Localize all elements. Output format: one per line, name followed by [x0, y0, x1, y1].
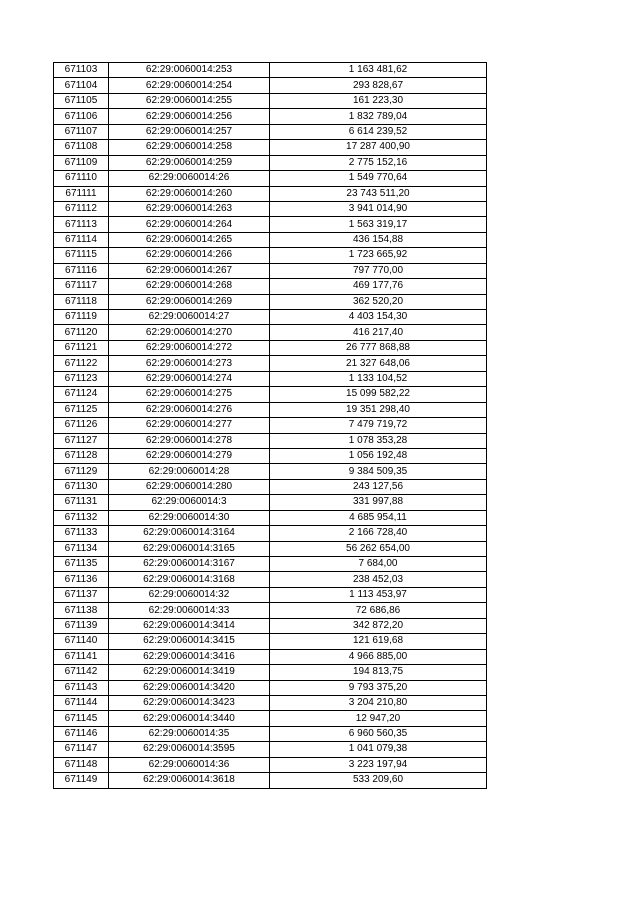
- row-number-cell: 671117: [54, 279, 109, 294]
- table-row: [54, 310, 487, 325]
- row-number-cell: 671144: [54, 695, 109, 710]
- cadastral-number-cell: 62:29:0060014:33: [109, 603, 270, 618]
- cadastral-number-cell: 62:29:0060014:3168: [109, 572, 270, 587]
- value-cell: 21 327 648,06: [270, 356, 487, 371]
- value-cell: 1 133 104,52: [270, 371, 487, 386]
- value-cell: 3 941 014,90: [270, 201, 487, 216]
- row-number-cell: 671146: [54, 726, 109, 741]
- row-number-cell: 671143: [54, 680, 109, 695]
- table-row: [54, 557, 487, 572]
- cadastral-number-cell: 62:29:0060014:263: [109, 201, 270, 216]
- value-cell: 469 177,76: [270, 279, 487, 294]
- table-row: [54, 587, 487, 602]
- row-number-cell: 671129: [54, 464, 109, 479]
- row-number-cell: 671139: [54, 618, 109, 633]
- value-cell: 1 832 789,04: [270, 109, 487, 124]
- cadastral-number-cell: 62:29:0060014:3423: [109, 695, 270, 710]
- table-row: [54, 140, 487, 155]
- value-cell: 1 056 192,48: [270, 448, 487, 463]
- row-number-cell: 671122: [54, 356, 109, 371]
- cadastral-value-table: [53, 62, 487, 789]
- row-number-cell: 671104: [54, 78, 109, 93]
- table-row: [54, 726, 487, 741]
- value-cell: 7 479 719,72: [270, 418, 487, 433]
- table-body: [54, 63, 487, 789]
- value-cell: 1 041 079,38: [270, 742, 487, 757]
- cadastral-number-cell: 62:29:0060014:270: [109, 325, 270, 340]
- row-number-cell: 671118: [54, 294, 109, 309]
- row-number-cell: 671109: [54, 155, 109, 170]
- cadastral-number-cell: 62:29:0060014:3165: [109, 541, 270, 556]
- table-row: [54, 757, 487, 772]
- value-cell: 243 127,56: [270, 479, 487, 494]
- table-row: [54, 124, 487, 139]
- table-row: [54, 526, 487, 541]
- row-number-cell: 671116: [54, 263, 109, 278]
- table-row: [54, 63, 487, 78]
- table-row: [54, 340, 487, 355]
- cadastral-number-cell: 62:29:0060014:277: [109, 418, 270, 433]
- cadastral-number-cell: 62:29:0060014:36: [109, 757, 270, 772]
- value-cell: 4 403 154,30: [270, 310, 487, 325]
- cadastral-number-cell: 62:29:0060014:3618: [109, 773, 270, 788]
- table-row: [54, 665, 487, 680]
- cadastral-number-cell: 62:29:0060014:266: [109, 248, 270, 263]
- row-number-cell: 671107: [54, 124, 109, 139]
- table-row: [54, 618, 487, 633]
- cadastral-number-cell: 62:29:0060014:280: [109, 479, 270, 494]
- table-row: [54, 541, 487, 556]
- cadastral-number-cell: 62:29:0060014:27: [109, 310, 270, 325]
- value-cell: 1 563 319,17: [270, 217, 487, 232]
- table-row: [54, 186, 487, 201]
- table-row: [54, 294, 487, 309]
- table-row: [54, 371, 487, 386]
- value-cell: 362 520,20: [270, 294, 487, 309]
- table-row: [54, 93, 487, 108]
- cadastral-number-cell: 62:29:0060014:278: [109, 433, 270, 448]
- row-number-cell: 671105: [54, 93, 109, 108]
- row-number-cell: 671131: [54, 495, 109, 510]
- cadastral-number-cell: 62:29:0060014:3595: [109, 742, 270, 757]
- cadastral-number-cell: 62:29:0060014:30: [109, 510, 270, 525]
- value-cell: 533 209,60: [270, 773, 487, 788]
- cadastral-number-cell: 62:29:0060014:257: [109, 124, 270, 139]
- cadastral-number-cell: 62:29:0060014:269: [109, 294, 270, 309]
- row-number-cell: 671141: [54, 649, 109, 664]
- value-cell: 7 684,00: [270, 557, 487, 572]
- cadastral-number-cell: 62:29:0060014:274: [109, 371, 270, 386]
- table-row: [54, 201, 487, 216]
- value-cell: 15 099 582,22: [270, 387, 487, 402]
- row-number-cell: 671134: [54, 541, 109, 556]
- cadastral-number-cell: 62:29:0060014:26: [109, 171, 270, 186]
- value-cell: 194 813,75: [270, 665, 487, 680]
- row-number-cell: 671112: [54, 201, 109, 216]
- value-cell: 342 872,20: [270, 618, 487, 633]
- value-cell: 19 351 298,40: [270, 402, 487, 417]
- table-row: [54, 433, 487, 448]
- cadastral-number-cell: 62:29:0060014:264: [109, 217, 270, 232]
- row-number-cell: 671124: [54, 387, 109, 402]
- row-number-cell: 671135: [54, 557, 109, 572]
- value-cell: 1 163 481,62: [270, 63, 487, 78]
- value-cell: 4 966 885,00: [270, 649, 487, 664]
- cadastral-number-cell: 62:29:0060014:258: [109, 140, 270, 155]
- cadastral-number-cell: 62:29:0060014:3: [109, 495, 270, 510]
- value-cell: 1 078 353,28: [270, 433, 487, 448]
- row-number-cell: 671132: [54, 510, 109, 525]
- cadastral-number-cell: 62:29:0060014:3419: [109, 665, 270, 680]
- table-row: [54, 109, 487, 124]
- cadastral-number-cell: 62:29:0060014:265: [109, 232, 270, 247]
- table-row: [54, 263, 487, 278]
- table-row: [54, 279, 487, 294]
- table-row: [54, 448, 487, 463]
- cadastral-number-cell: 62:29:0060014:273: [109, 356, 270, 371]
- table-row: [54, 217, 487, 232]
- table-row: [54, 464, 487, 479]
- row-number-cell: 671137: [54, 587, 109, 602]
- table-row: [54, 711, 487, 726]
- value-cell: 56 262 654,00: [270, 541, 487, 556]
- row-number-cell: 671123: [54, 371, 109, 386]
- table-row: [54, 634, 487, 649]
- value-cell: 331 997,88: [270, 495, 487, 510]
- value-cell: 3 223 197,94: [270, 757, 487, 772]
- row-number-cell: 671142: [54, 665, 109, 680]
- value-cell: 1 549 770,64: [270, 171, 487, 186]
- row-number-cell: 671125: [54, 402, 109, 417]
- cadastral-number-cell: 62:29:0060014:3414: [109, 618, 270, 633]
- row-number-cell: 671145: [54, 711, 109, 726]
- row-number-cell: 671119: [54, 310, 109, 325]
- cadastral-number-cell: 62:29:0060014:3415: [109, 634, 270, 649]
- value-cell: 121 619,68: [270, 634, 487, 649]
- table-row: [54, 479, 487, 494]
- table-row: [54, 248, 487, 263]
- table-row: [54, 78, 487, 93]
- cadastral-number-cell: 62:29:0060014:276: [109, 402, 270, 417]
- cadastral-number-cell: 62:29:0060014:255: [109, 93, 270, 108]
- table-row: [54, 510, 487, 525]
- value-cell: 9 384 509,35: [270, 464, 487, 479]
- row-number-cell: 671114: [54, 232, 109, 247]
- cadastral-number-cell: 62:29:0060014:259: [109, 155, 270, 170]
- row-number-cell: 671126: [54, 418, 109, 433]
- row-number-cell: 671136: [54, 572, 109, 587]
- table-row: [54, 680, 487, 695]
- row-number-cell: 671108: [54, 140, 109, 155]
- row-number-cell: 671120: [54, 325, 109, 340]
- cadastral-number-cell: 62:29:0060014:32: [109, 587, 270, 602]
- cadastral-number-cell: 62:29:0060014:3164: [109, 526, 270, 541]
- table-row: [54, 325, 487, 340]
- cadastral-number-cell: 62:29:0060014:260: [109, 186, 270, 201]
- value-cell: 3 204 210,80: [270, 695, 487, 710]
- value-cell: 6 614 239,52: [270, 124, 487, 139]
- value-cell: 1 723 665,92: [270, 248, 487, 263]
- table-row: [54, 742, 487, 757]
- value-cell: 161 223,30: [270, 93, 487, 108]
- value-cell: 2 166 728,40: [270, 526, 487, 541]
- cadastral-number-cell: 62:29:0060014:279: [109, 448, 270, 463]
- cadastral-number-cell: 62:29:0060014:268: [109, 279, 270, 294]
- value-cell: 797 770,00: [270, 263, 487, 278]
- value-cell: 26 777 868,88: [270, 340, 487, 355]
- row-number-cell: 671147: [54, 742, 109, 757]
- row-number-cell: 671103: [54, 63, 109, 78]
- row-number-cell: 671106: [54, 109, 109, 124]
- cadastral-number-cell: 62:29:0060014:35: [109, 726, 270, 741]
- value-cell: 2 775 152,16: [270, 155, 487, 170]
- row-number-cell: 671149: [54, 773, 109, 788]
- cadastral-number-cell: 62:29:0060014:3420: [109, 680, 270, 695]
- table-row: [54, 155, 487, 170]
- table-row: [54, 572, 487, 587]
- table-row: [54, 603, 487, 618]
- value-cell: 12 947,20: [270, 711, 487, 726]
- row-number-cell: 671128: [54, 448, 109, 463]
- value-cell: 9 793 375,20: [270, 680, 487, 695]
- cadastral-number-cell: 62:29:0060014:272: [109, 340, 270, 355]
- cadastral-number-cell: 62:29:0060014:3416: [109, 649, 270, 664]
- table-row: [54, 649, 487, 664]
- value-cell: 416 217,40: [270, 325, 487, 340]
- value-cell: 23 743 511,20: [270, 186, 487, 201]
- table-row: [54, 232, 487, 247]
- value-cell: 6 960 560,35: [270, 726, 487, 741]
- row-number-cell: 671115: [54, 248, 109, 263]
- cadastral-number-cell: 62:29:0060014:253: [109, 63, 270, 78]
- table-row: [54, 387, 487, 402]
- table-row: [54, 695, 487, 710]
- row-number-cell: 671148: [54, 757, 109, 772]
- cadastral-number-cell: 62:29:0060014:267: [109, 263, 270, 278]
- table-row: [54, 773, 487, 788]
- value-cell: 4 685 954,11: [270, 510, 487, 525]
- cadastral-number-cell: 62:29:0060014:3440: [109, 711, 270, 726]
- row-number-cell: 671121: [54, 340, 109, 355]
- cadastral-number-cell: 62:29:0060014:254: [109, 78, 270, 93]
- row-number-cell: 671127: [54, 433, 109, 448]
- value-cell: 17 287 400,90: [270, 140, 487, 155]
- row-number-cell: 671110: [54, 171, 109, 186]
- value-cell: 72 686,86: [270, 603, 487, 618]
- row-number-cell: 671138: [54, 603, 109, 618]
- row-number-cell: 671113: [54, 217, 109, 232]
- value-cell: 238 452,03: [270, 572, 487, 587]
- value-cell: 436 154,88: [270, 232, 487, 247]
- row-number-cell: 671140: [54, 634, 109, 649]
- row-number-cell: 671111: [54, 186, 109, 201]
- cadastral-number-cell: 62:29:0060014:3167: [109, 557, 270, 572]
- table-row: [54, 495, 487, 510]
- row-number-cell: 671133: [54, 526, 109, 541]
- table-row: [54, 171, 487, 186]
- value-cell: 293 828,67: [270, 78, 487, 93]
- cadastral-number-cell: 62:29:0060014:256: [109, 109, 270, 124]
- table-row: [54, 418, 487, 433]
- cadastral-number-cell: 62:29:0060014:275: [109, 387, 270, 402]
- table-row: [54, 356, 487, 371]
- table-row: [54, 402, 487, 417]
- row-number-cell: 671130: [54, 479, 109, 494]
- value-cell: 1 113 453,97: [270, 587, 487, 602]
- cadastral-number-cell: 62:29:0060014:28: [109, 464, 270, 479]
